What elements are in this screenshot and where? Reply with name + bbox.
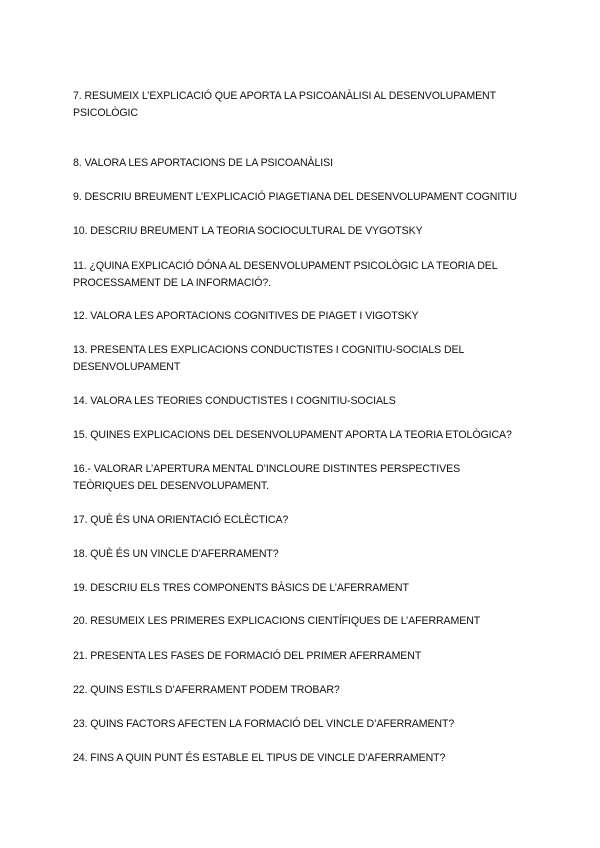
question-7: 7. RESUMEIX L’EXPLICACIÓ QUE APORTA LA PSICOANÀLISI AL DESENVOLUPAMENT PSICOLÒGIC xyxy=(73,90,496,119)
question-15: 15. QUINES EXPLICACIONS DEL DESENVOLUPAMENT APORTA LA TEORIA ETOLÒGICA? xyxy=(73,429,512,441)
question-24: 24. FINS A QUIN PUNT ÉS ESTABLE EL TIPUS DE VINCLE D’AFERRAMENT? xyxy=(73,752,446,764)
question-10: 10. DESCRIU BREUMENT LA TEORIA SOCIOCULTURAL DE VYGOTSKY xyxy=(73,225,423,237)
question-12: 12. VALORA LES APORTACIONS COGNITIVES DE PIAGET I VIGOTSKY xyxy=(73,310,419,322)
question-16: 16.- VALORAR L’APERTURA MENTAL D’INCLOURE DISTINTES PERSPECTIVES TEÒRIQUES DEL DESENVOLUPAMENT. xyxy=(73,463,461,492)
question-22: 22. QUINS ESTILS D’AFERRAMENT PODEM TROBAR? xyxy=(73,684,340,696)
question-14: 14. VALORA LES TEORIES CONDUCTISTES I COGNITIU-SOCIALS xyxy=(73,395,396,407)
question-18: 18. QUÈ ÉS UN VINCLE D’AFERRAMENT? xyxy=(73,548,279,560)
question-20: 20. RESUMEIX LES PRIMERES EXPLICACIONS CIENTÍFIQUES DE L’AFERRAMENT xyxy=(73,615,481,627)
question-21: 21. PRESENTA LES FASES DE FORMACIÓ DEL PRIMER AFERRAMENT xyxy=(73,650,422,662)
question-17: 17. QUÈ ÉS UNA ORIENTACIÓ ECLÈCTICA? xyxy=(73,514,289,526)
question-11: 11. ¿QUINA EXPLICACIÓ DÓNA AL DESENVOLUPAMENT PSICOLÒGIC LA TEORIA DEL PROCESSAMENT DE LA INFORMACIÓ?. xyxy=(73,260,498,289)
question-19: 19. DESCRIU ELS TRES COMPONENTS BÀSICS DE L’AFERRAMENT xyxy=(73,582,409,594)
question-9: 9. DESCRIU BREUMENT L’EXPLICACIÓ PIAGETIANA DEL DESENVOLUPAMENT COGNITIU xyxy=(73,191,517,203)
question-23: 23. QUINS FACTORS AFECTEN LA FORMACIÓ DEL VINCLE D’AFERRAMENT? xyxy=(73,718,455,730)
question-13: 13. PRESENTA LES EXPLICACIONS CONDUCTISTES I COGNITIU-SOCIALS DEL DESENVOLUPAMENT xyxy=(73,344,464,373)
question-8: 8. VALORA LES APORTACIONS DE LA PSICOANÀLISI xyxy=(73,157,333,169)
